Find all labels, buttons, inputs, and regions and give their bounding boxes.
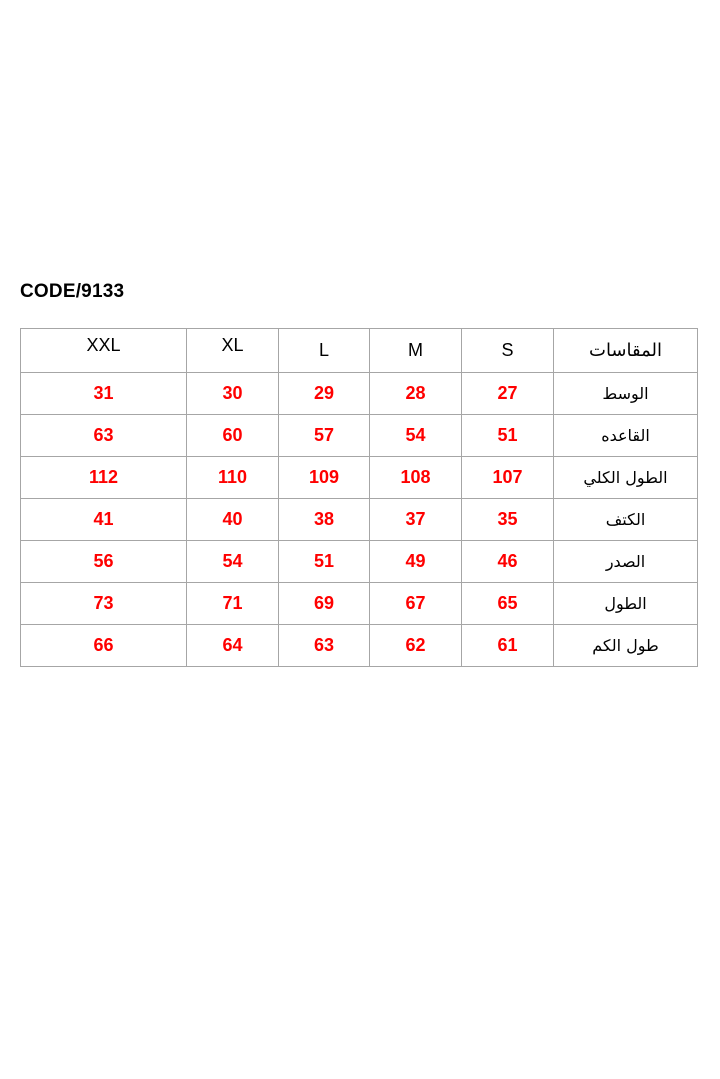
value-cell: 37 bbox=[370, 499, 462, 541]
value-cell: 69 bbox=[279, 583, 370, 625]
value-cell: 51 bbox=[462, 415, 554, 457]
value-cell: 60 bbox=[187, 415, 279, 457]
value-cell: 35 bbox=[462, 499, 554, 541]
value-cell: 49 bbox=[370, 541, 462, 583]
value-cell: 41 bbox=[21, 499, 187, 541]
value-cell: 63 bbox=[21, 415, 187, 457]
value-cell: 31 bbox=[21, 373, 187, 415]
table-row bbox=[21, 457, 698, 499]
value-cell: 62 bbox=[370, 625, 462, 667]
size-chart-table bbox=[20, 328, 698, 667]
row-label: الصدر bbox=[554, 541, 698, 583]
value-cell: 56 bbox=[21, 541, 187, 583]
row-label: الكتف bbox=[554, 499, 698, 541]
value-cell: 110 bbox=[187, 457, 279, 499]
row-label: الطول bbox=[554, 583, 698, 625]
header-size-m: M bbox=[370, 329, 462, 373]
table-row bbox=[21, 415, 698, 457]
row-label: الطول الكلي bbox=[554, 457, 698, 499]
value-cell: 107 bbox=[462, 457, 554, 499]
value-cell: 66 bbox=[21, 625, 187, 667]
value-cell: 54 bbox=[187, 541, 279, 583]
value-cell: 63 bbox=[279, 625, 370, 667]
table-row bbox=[21, 583, 698, 625]
value-cell: 109 bbox=[279, 457, 370, 499]
value-cell: 71 bbox=[187, 583, 279, 625]
value-cell: 65 bbox=[462, 583, 554, 625]
table-row bbox=[21, 625, 698, 667]
header-size-xxl: XXL bbox=[21, 329, 187, 373]
value-cell: 73 bbox=[21, 583, 187, 625]
value-cell: 67 bbox=[370, 583, 462, 625]
value-cell: 64 bbox=[187, 625, 279, 667]
value-cell: 40 bbox=[187, 499, 279, 541]
product-code: CODE/9133 bbox=[20, 281, 125, 302]
row-label: الوسط bbox=[554, 373, 698, 415]
value-cell: 51 bbox=[279, 541, 370, 583]
header-size-s: S bbox=[462, 329, 554, 373]
header-measurements-label: المقاسات bbox=[554, 329, 698, 373]
table-row bbox=[21, 373, 698, 415]
table-header-row bbox=[21, 329, 698, 373]
value-cell: 61 bbox=[462, 625, 554, 667]
row-label: طول الكم bbox=[554, 625, 698, 667]
value-cell: 29 bbox=[279, 373, 370, 415]
table-row bbox=[21, 541, 698, 583]
table-row bbox=[21, 499, 698, 541]
value-cell: 57 bbox=[279, 415, 370, 457]
row-label: القاعده bbox=[554, 415, 698, 457]
value-cell: 108 bbox=[370, 457, 462, 499]
header-size-xl: XL bbox=[187, 329, 279, 373]
value-cell: 27 bbox=[462, 373, 554, 415]
value-cell: 112 bbox=[21, 457, 187, 499]
value-cell: 46 bbox=[462, 541, 554, 583]
header-size-l: L bbox=[279, 329, 370, 373]
value-cell: 38 bbox=[279, 499, 370, 541]
value-cell: 30 bbox=[187, 373, 279, 415]
value-cell: 28 bbox=[370, 373, 462, 415]
value-cell: 54 bbox=[370, 415, 462, 457]
